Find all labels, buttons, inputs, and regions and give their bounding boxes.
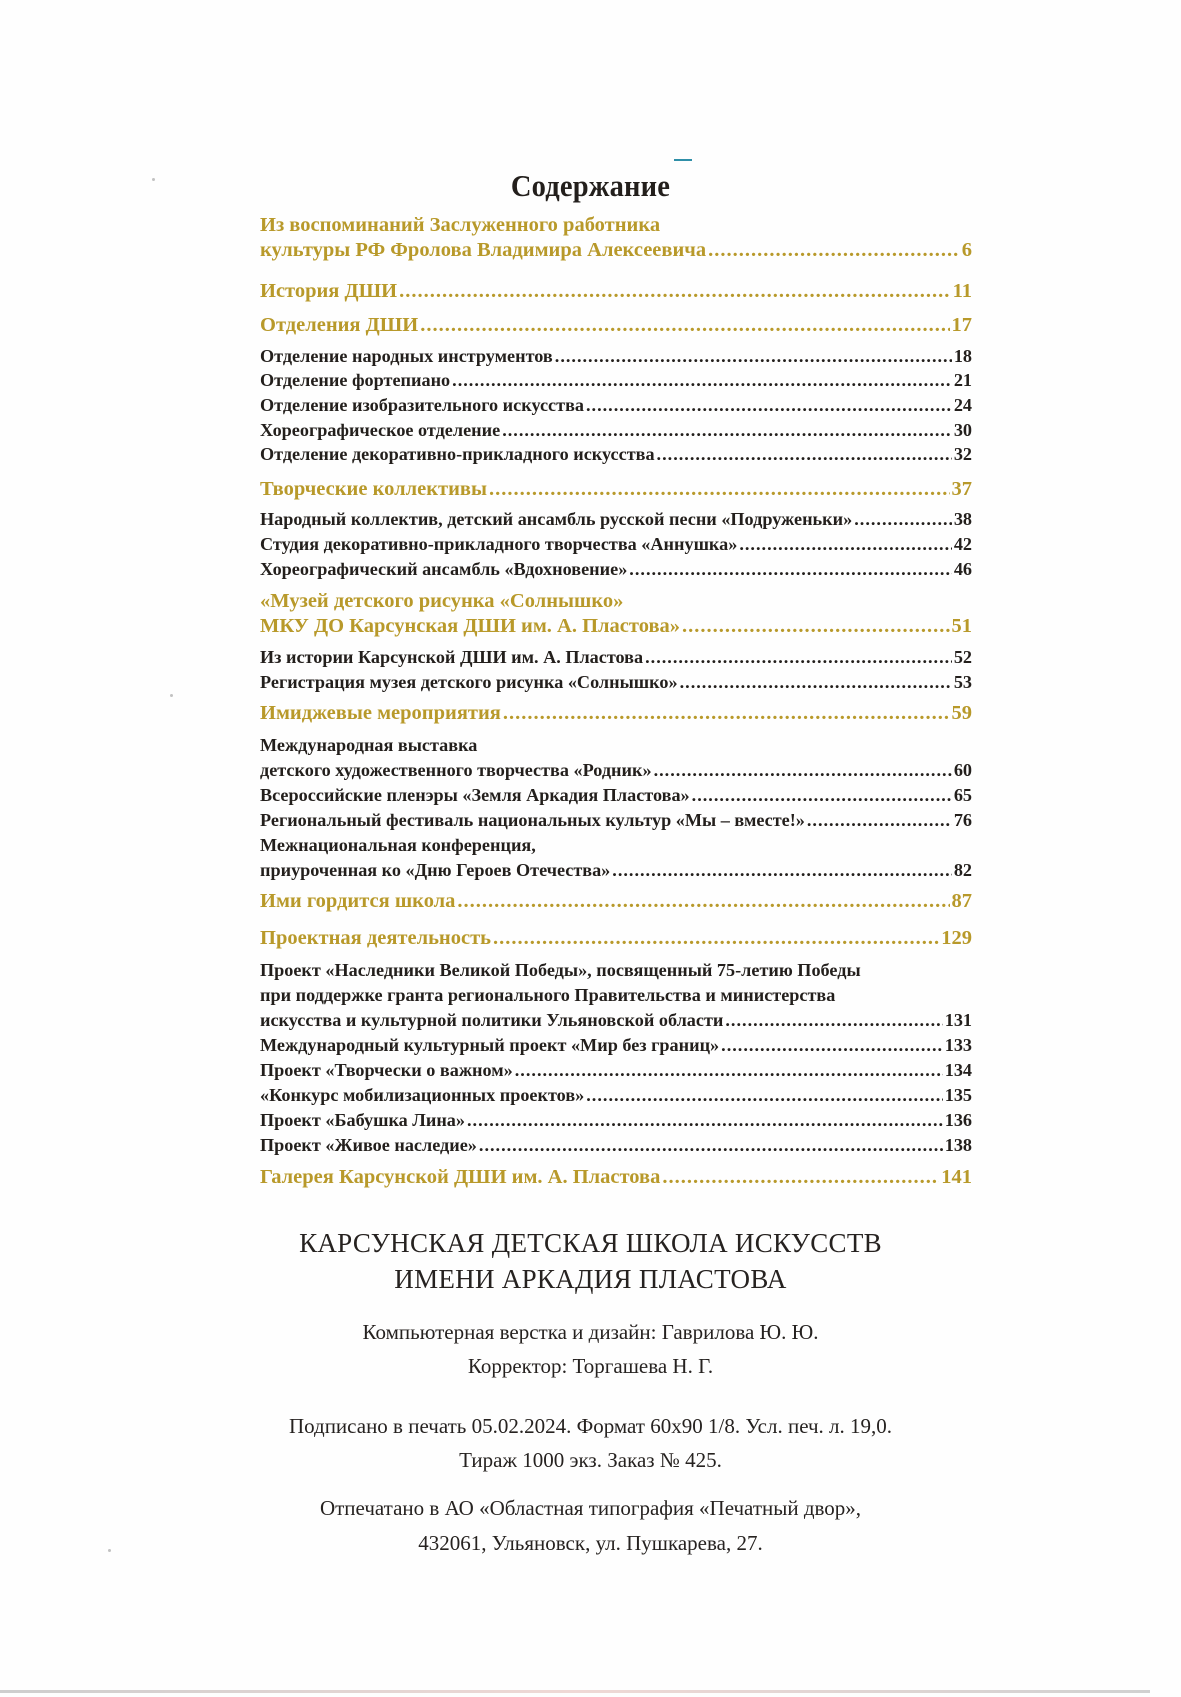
dot-leader	[708, 239, 960, 262]
toc-title: Содержание	[510, 168, 671, 203]
toc-item[interactable]	[260, 534, 972, 555]
toc-item-title-line: Межнациональная конференция,	[260, 835, 536, 855]
toc-item-title: Региональный фестиваль национальных культур «Мы – вместе!»	[260, 810, 805, 830]
toc-section[interactable]	[260, 702, 972, 725]
toc-section-title: Отделения ДШИ	[260, 314, 419, 336]
dot-leader	[479, 1135, 943, 1156]
toc-item-title: Хореографическое отделение	[260, 420, 501, 440]
toc-item-page-number: 24	[953, 395, 972, 415]
toc-item[interactable]	[260, 559, 972, 580]
toc-item[interactable]	[260, 785, 972, 806]
toc-item-page-number: 135	[944, 1085, 972, 1105]
toc-item[interactable]	[260, 860, 972, 881]
dot-leader	[555, 346, 952, 367]
toc-item-page-number: 21	[953, 370, 972, 390]
toc-item-page-number: 38	[953, 509, 972, 529]
toc-item-title: Отделение народных инструментов	[260, 346, 553, 366]
dot-leader	[503, 702, 950, 725]
dot-leader	[612, 860, 952, 881]
toc-item[interactable]	[260, 1060, 972, 1081]
toc-item[interactable]	[260, 1135, 972, 1156]
toc-section[interactable]	[260, 927, 972, 950]
school-name-line1: КАРСУНСКАЯ ДЕТСКАЯ ШКОЛА ИСКУССТВ	[299, 1228, 882, 1258]
toc-section-title: культуры РФ Фролова Владимира Алексеевича	[260, 239, 707, 261]
toc-section[interactable]	[260, 615, 972, 638]
toc-section[interactable]	[260, 314, 972, 337]
dot-leader	[586, 1085, 942, 1106]
printer-address: 432061, Ульяновск, ул. Пушкарева, 27.	[418, 1531, 763, 1555]
dot-leader	[629, 559, 952, 580]
toc-item-title-line: Проект «Наследники Великой Победы», посвященный 75-летию Победы	[260, 960, 861, 980]
toc-section-page-number: 59	[951, 702, 972, 724]
dot-leader	[586, 395, 952, 416]
toc-item-page-number: 76	[953, 810, 972, 830]
toc-item-title: Регистрация музея детского рисунка «Солнышко»	[260, 672, 678, 692]
toc-item-page-number: 65	[953, 785, 972, 805]
toc-section-page-number: 129	[941, 927, 972, 949]
dot-leader	[654, 760, 952, 781]
toc-item-page-number: 30	[953, 420, 972, 440]
toc-section-title: Имиджевые мероприятия	[260, 702, 501, 724]
toc-section-page-number: 51	[951, 615, 972, 637]
toc-item-title: Всероссийские пленэры «Земля Аркадия Пластова»	[260, 785, 690, 805]
toc-item-page-number: 133	[944, 1035, 972, 1055]
toc-item-title: приуроченная ко «Дню Героев Отечества»	[260, 860, 611, 880]
toc-item-title: Отделение изобразительного искусства	[260, 395, 584, 415]
toc-item[interactable]	[260, 444, 972, 465]
scan-speck	[170, 694, 173, 697]
dot-leader	[502, 420, 952, 441]
toc-section-title-line: «Музей детского рисунка «Солнышко»	[260, 590, 624, 612]
toc-section-page-number: 141	[941, 1166, 972, 1188]
dot-leader	[680, 672, 952, 693]
dot-leader	[682, 615, 949, 638]
dot-leader	[489, 478, 950, 501]
toc-item-page-number: 46	[953, 559, 972, 579]
toc-item-page-number: 134	[944, 1060, 972, 1080]
toc-item-title-line: Международная выставка	[260, 735, 478, 755]
toc-item-title: искусства и культурной политики Ульяновской области	[260, 1010, 724, 1030]
toc-item-page-number: 18	[953, 346, 972, 366]
toc-item-page-number: 138	[944, 1135, 972, 1155]
toc-section-title: Галерея Карсунской ДШИ им. А. Пластова	[260, 1166, 661, 1188]
toc-item-title: Хореографический ансамбль «Вдохновение»	[260, 559, 628, 579]
toc-item-page-number: 52	[953, 647, 972, 667]
toc-item[interactable]	[260, 1110, 972, 1131]
dot-leader	[721, 1035, 943, 1056]
toc-section-page-number: 6	[961, 239, 972, 261]
toc-section[interactable]	[260, 478, 972, 501]
toc-item-page-number: 131	[944, 1010, 972, 1030]
dot-leader	[399, 280, 951, 303]
toc-item[interactable]	[260, 1085, 972, 1106]
dot-leader	[493, 927, 939, 950]
toc-item-title: «Конкурс мобилизационных проектов»	[260, 1085, 585, 1105]
printer-info: Отпечатано в АО «Областная типография «Печатный двор»,	[319, 1496, 862, 1520]
toc-item-page-number: 60	[953, 760, 972, 780]
dot-leader	[692, 785, 952, 806]
dot-leader	[807, 810, 952, 831]
toc-item-title: Проект «Бабушка Лина»	[260, 1110, 465, 1130]
dot-leader	[854, 509, 952, 530]
toc-section[interactable]	[260, 890, 972, 913]
toc-item[interactable]	[260, 647, 972, 668]
print-signed-info: Подписано в печать 05.02.2024. Формат 60х90 1/8. Усл. печ. л. 19,0.	[288, 1414, 893, 1438]
dot-leader	[457, 890, 949, 913]
toc-section-title: История ДШИ	[260, 280, 398, 302]
toc-item-title: Из истории Карсунской ДШИ им. А. Пластова	[260, 647, 644, 667]
dot-leader	[725, 1010, 942, 1031]
toc-section-title-line: Из воспоминаний Заслуженного работника	[260, 214, 661, 236]
toc-section[interactable]	[260, 1166, 972, 1189]
toc-item-title: Отделение фортепиано	[260, 370, 451, 390]
toc-item[interactable]	[260, 420, 972, 441]
toc-item-title: детского художественного творчества «Родник»	[260, 760, 652, 780]
toc-item-title-line: при поддержке гранта регионального Правительства и министерства	[260, 985, 836, 1005]
toc-section[interactable]	[260, 239, 972, 262]
toc-item-title: Отделение декоративно-прикладного искусства	[260, 444, 655, 464]
toc-item[interactable]	[260, 395, 972, 416]
toc-item[interactable]	[260, 672, 972, 693]
toc-section-title: МКУ ДО Карсунская ДШИ им. А. Пластова»	[260, 615, 681, 637]
toc-item[interactable]	[260, 1035, 972, 1056]
toc-item[interactable]	[260, 346, 972, 367]
toc-section-title: Творческие коллективы	[260, 478, 487, 500]
toc-section-title: Ими гордится школа	[260, 890, 456, 912]
layout-credit: Компьютерная верстка и дизайн: Гаврилова Ю. Ю.	[362, 1320, 819, 1344]
toc-item-page-number: 32	[953, 444, 972, 464]
toc-item-title: Международный культурный проект «Мир без границ»	[260, 1035, 720, 1055]
toc-section[interactable]	[260, 280, 972, 303]
dot-leader	[467, 1110, 943, 1131]
scan-speck	[108, 1549, 111, 1552]
dot-leader	[452, 370, 952, 391]
page-bottom-edge	[0, 1690, 1150, 1693]
toc-item[interactable]	[260, 1010, 972, 1031]
toc-item-page-number: 42	[953, 534, 972, 554]
toc-item[interactable]	[260, 370, 972, 391]
toc-item[interactable]	[260, 509, 972, 530]
toc-item-title: Проект «Живое наследие»	[260, 1135, 477, 1155]
toc-section-page-number: 37	[951, 478, 972, 500]
toc-section-page-number: 11	[952, 280, 972, 302]
dot-leader	[420, 314, 949, 337]
toc-item[interactable]	[260, 760, 972, 781]
toc-item-title: Народный коллектив, детский ансамбль русской песни «Подруженьки»	[260, 509, 853, 529]
school-name-line2: ИМЕНИ АРКАДИЯ ПЛАСТОВА	[394, 1264, 787, 1294]
dot-leader	[645, 647, 952, 668]
toc-item-title: Студия декоративно-прикладного творчества «Аннушка»	[260, 534, 738, 554]
toc-section-title: Проектная деятельность	[260, 927, 491, 949]
dot-leader	[739, 534, 951, 555]
toc-item[interactable]	[260, 810, 972, 831]
dot-leader	[657, 444, 952, 465]
toc-item-page-number: 82	[953, 860, 972, 880]
toc-item-page-number: 53	[953, 672, 972, 692]
toc-section-page-number: 87	[951, 890, 972, 912]
toc-section-page-number: 17	[951, 314, 972, 336]
decorative-dash	[674, 159, 692, 161]
dot-leader	[515, 1060, 943, 1081]
print-run-info: Тираж 1000 экз. Заказ № 425.	[459, 1448, 722, 1472]
dot-leader	[662, 1166, 939, 1189]
toc-item-title: Проект «Творчески о важном»	[260, 1060, 513, 1080]
toc-item-page-number: 136	[944, 1110, 972, 1130]
scan-speck	[152, 178, 155, 181]
proofreader-credit: Корректор: Торгашева Н. Г.	[467, 1354, 714, 1378]
